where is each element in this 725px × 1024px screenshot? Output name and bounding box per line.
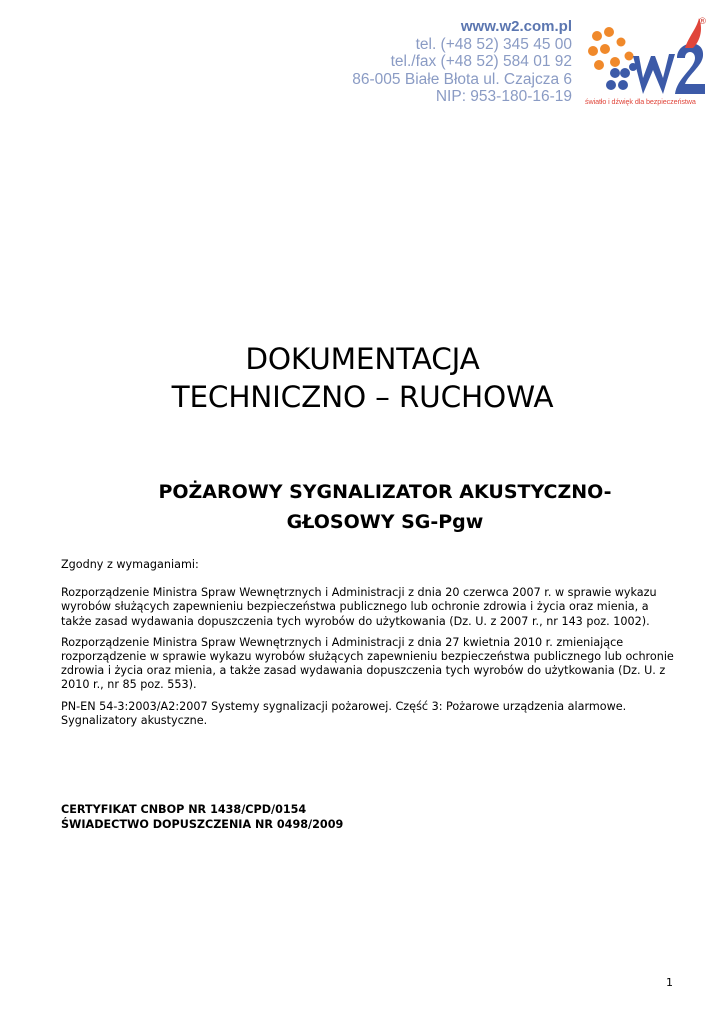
- company-phone: tel. (+48 52) 345 45 00: [415, 35, 572, 53]
- regulation-paragraph: Rozporządzenie Ministra Spraw Wewnętrznych i Administracji z dnia 20 czerwca 2007 r. w sprawie wykazu wyrobów służących zapewnieniu bezpieczeństwa publicznego lub ochronie zdrowia i życia oraz mienia, a także zasad wydawania dopuszczenia tych wyrobów do użytkowania (Dz. U. z 2007 r., nr 143 poz. 1002).: [61, 586, 657, 628]
- document-title: [0, 340, 725, 416]
- company-contact-block: [352, 18, 572, 106]
- document-title-line-1: DOKUMENTACJA: [245, 342, 480, 376]
- regulation-paragraph: Rozporządzenie Ministra Spraw Wewnętrznych i Administracji z dnia 27 kwietnia 2010 r. zmieniające rozporządzenie w sprawie wykazu wyrobów służących zapewnieniu bezpieczeństwa publicznego lub ochronie zdrowia i życia oraz mienia, a także zasad wydawania dopuszczenia tych wyrobów do użytkowania (Dz. U. z 2010 r., nr 85 poz. 553).: [61, 635, 674, 692]
- page-number: 1: [666, 976, 673, 989]
- product-title-line-1: POŻAROWY SYGNALIZATOR AKUSTYCZNO-: [158, 481, 612, 503]
- product-title: [130, 477, 640, 537]
- compliance-section: [61, 558, 681, 735]
- document-title-line-2: TECHNICZNO – RUCHOWA: [171, 380, 554, 414]
- company-website: www.w2.com.pl: [460, 18, 572, 35]
- company-address: 86-005 Białe Błota ul. Czajcza 6: [352, 70, 572, 88]
- certificates-block: [61, 803, 343, 832]
- company-nip: NIP: 953-180-16-19: [435, 88, 572, 105]
- company-fax: tel./fax (+48 52) 584 01 92: [390, 53, 572, 70]
- certificate-cnbop: CERTYFIKAT CNBOP NR 1438/CPD/0154: [61, 803, 307, 816]
- standard-paragraph: PN-EN 54-3:2003/A2:2007 Systemy sygnalizacji pożarowej. Część 3: Pożarowe urządzenia alarmowe. Sygnalizatory akustyczne.: [61, 699, 627, 727]
- logo-tagline: światło i dźwięk dla bezpieczeństwa: [585, 97, 696, 106]
- compliance-intro: Zgodny z wymaganiami:: [61, 558, 199, 571]
- approval-certificate: ŚWIADECTWO DOPUSZCZENIA NR 0498/2009: [61, 817, 344, 831]
- product-title-line-2: GŁOSOWY SG-Pgw: [286, 511, 484, 533]
- registered-mark: ®: [698, 17, 707, 27]
